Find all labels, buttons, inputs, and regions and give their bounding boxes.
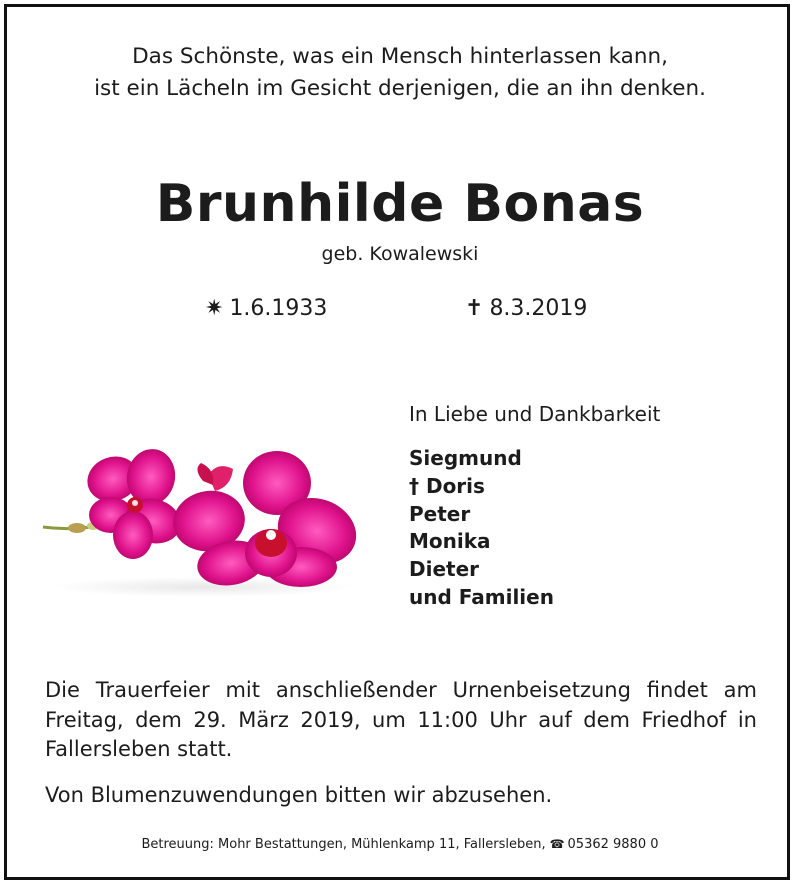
funeral-home-text: Betreuung: Mohr Bestattungen, Mühlenkamp 11, Fallersleben, (141, 837, 546, 852)
cross-icon: ✝ (465, 296, 484, 321)
death-date: 8.3.2019 (489, 296, 588, 321)
mourner-name: und Familien (409, 584, 554, 609)
birth-date: 1.6.1933 (229, 296, 328, 321)
obituary-frame (4, 4, 790, 880)
quote-line-1: Das Schönste, was ein Mensch hinterlassen kann, (132, 44, 668, 69)
death-date-line (465, 293, 587, 325)
orchid-image (33, 439, 363, 599)
funeral-home-footer (7, 834, 793, 855)
telephone-icon: ☎ (549, 837, 565, 851)
ceremony-notice: Die Trauerfeier mit anschließender Urnenbeisetzung findet am Freitag, dem 29. März 2019, um 11:00 Uhr auf dem Friedhof in Fallersleben statt. (45, 678, 757, 761)
quote-line-2: ist ein Lächeln im Gesicht derjenigen, die an ihn denken. (94, 76, 706, 101)
birth-date-line (205, 293, 327, 325)
memorial-quote (7, 41, 793, 105)
thanks-line: In Liebe und Dankbarkeit (409, 402, 661, 426)
no-flowers-notice: Von Blumenzuwendungen bitten wir abzusehen. (45, 783, 553, 807)
mourner-name: Siegmund (409, 446, 522, 470)
mourners-list (409, 445, 554, 612)
mourner-name: † Doris (409, 473, 485, 498)
funeral-home-phone: 05362 9880 0 (567, 837, 659, 852)
mourner-name: Dieter (409, 557, 480, 582)
birth-star-icon: ✷ (205, 296, 224, 321)
birth-name: geb. Kowalewski (321, 243, 479, 265)
deceased-name: Brunhilde Bonas (155, 174, 645, 234)
mourner-name: Monika (409, 529, 491, 554)
mourner-name: Peter (409, 501, 471, 526)
